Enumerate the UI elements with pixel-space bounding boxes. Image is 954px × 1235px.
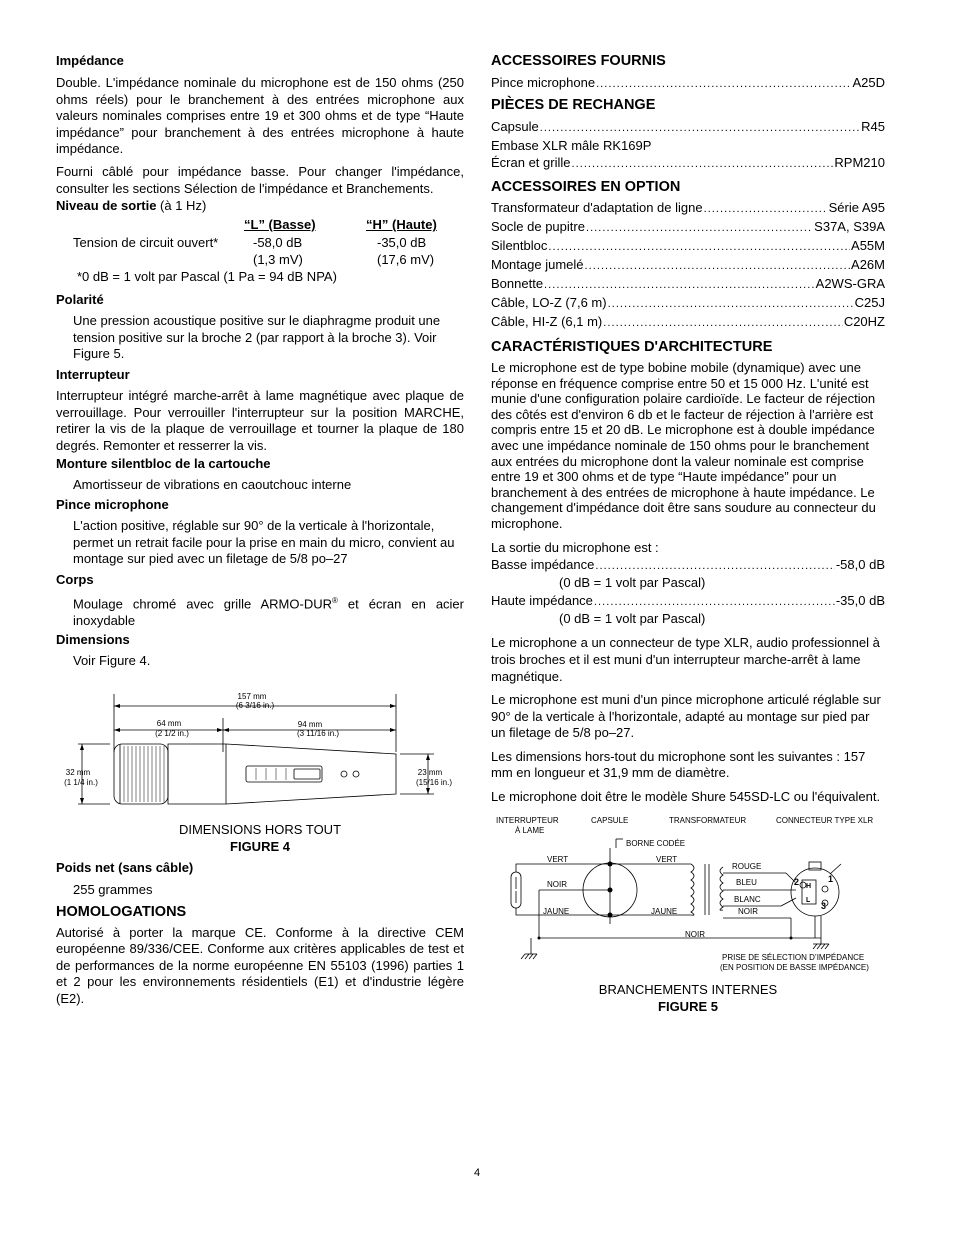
figure-4-caption-block: [56, 821, 464, 855]
registered-mark: ®: [332, 595, 338, 605]
figure-5-wiring-diagram: [491, 812, 901, 978]
selector-l: L: [806, 897, 811, 904]
low-impedance-label: Basse impédance: [491, 557, 595, 573]
body-text-b: et écran en acier inoxydable: [73, 596, 464, 628]
body-text: [56, 593, 464, 630]
optional-item-name: Câble, LO-Z (7,6 m): [491, 295, 607, 310]
homologations-heading: HOMOLOGATIONS: [56, 903, 187, 920]
weight-text: 255 grammes: [73, 882, 153, 897]
label-xlr: CONNECTEUR TYPE XLR: [776, 816, 874, 825]
row-label: Tension de circuit ouvert*: [73, 235, 219, 251]
optional-item-code: A2WS-GRA: [815, 276, 885, 291]
wire-blanc: BLANC: [734, 895, 761, 904]
optional-item: [491, 199, 885, 218]
optional-item: [491, 275, 885, 294]
dim-right-in: (3 11/16 in.): [296, 729, 340, 738]
optional-item-name: Bonnette: [491, 276, 544, 291]
clip-heading: Pince microphone: [56, 496, 169, 512]
xlr-pin-3: 3: [821, 901, 827, 911]
page-number: 4: [473, 1167, 481, 1179]
dim-left-in: (2 1/2 in.): [155, 729, 189, 738]
wire-jaune-left: JAUNE: [543, 907, 570, 916]
optional-item-code: Série A95: [828, 200, 885, 215]
optional-item-name: Transformateur d'adaptation de ligne: [491, 200, 703, 215]
optional-item-name: Câble, HI-Z (6,1 m): [491, 314, 603, 329]
mount-text: Amortisseur de vibrations en caoutchouc interne: [73, 477, 352, 493]
impedance-paragraph-1: Double. L'impédance nominale du microphone est de 150 ohms (250 ohms réels) pour le branchement à des entrées microphone aux valeurs nominales comprises entre 19 et 300 ohms et de type “Haute impédance” pour branchement à des entrées microphone à haute impédance.: [56, 75, 464, 157]
accessories-heading: ACCESSOIRES FOURNIS: [491, 53, 666, 69]
xlr-pin-2: 2: [794, 877, 800, 887]
output-heading-suffix: (à 1 Hz): [156, 198, 207, 214]
label-transformer: TRANSFORMATEUR: [669, 816, 747, 825]
architecture-high-impedance: [491, 592, 885, 611]
switch-text: Interrupteur intégré marche-arrêt à lame magnétique avec plaque de verrouillage. Pour verrouiller l'interrupteur sur la position MARCHE, retirer la vis de la plaque de verrouillage et tourner la plaque de 180 degrés. Remonter et resserrer la vis.: [56, 387, 464, 453]
dim-diam-right-in: (15/16 in.): [415, 778, 453, 787]
high-mv-value: (17,6 mV): [377, 252, 435, 268]
spare-part-capsule: [491, 118, 885, 137]
wire-noir-ground: NOIR: [685, 930, 705, 939]
col-header-low: “L” (Basse): [244, 217, 316, 233]
architecture-paragraph-2: Le microphone a un connecteur de type XLR, audio professionnel à trois broches et il est muni d'un interrupteur marche-arrêt à lame magnétique.: [491, 635, 880, 684]
dim-diam-left-in: (1 1/4 in.): [64, 778, 98, 787]
spare-parts-heading: PIÈCES DE RECHANGE: [491, 97, 656, 113]
body-heading: Corps: [56, 571, 94, 587]
optional-item: [491, 256, 885, 275]
architecture-low-impedance: [491, 556, 885, 575]
output-footnote: *0 dB = 1 volt par Pascal (1 Pa = 94 dB NPA): [77, 269, 337, 285]
col-header-high: “H” (Haute): [366, 217, 437, 233]
wire-jaune-right: JAUNE: [651, 907, 678, 916]
optional-item-name: Socle de pupitre: [491, 219, 585, 234]
optional-item-code: A55M: [851, 238, 885, 253]
switch-heading: Interrupteur: [56, 366, 130, 382]
clip-text: L'action positive, réglable sur 90° de la verticale à l'horizontale, permet un retrait facile pour la prise en main du micro, convient au montage sur pied avec un filetage de 5/8 po–27: [73, 517, 455, 567]
optional-item-code: C25J: [854, 295, 885, 310]
low-mv-value: (1,3 mV): [253, 252, 303, 268]
optional-accessories-list: [491, 199, 885, 332]
dim-diam-right-mm: 23 mm: [417, 768, 443, 777]
architecture-paragraph-5: Le microphone doit être le modèle Shure 545SD-LC ou l'équivalent.: [491, 789, 881, 805]
accessory-name: Pince microphone: [491, 75, 596, 90]
optional-item: [491, 313, 885, 332]
wire-noir-xlr: NOIR: [738, 907, 758, 916]
dim-total-mm: 157 mm: [237, 692, 267, 701]
label-selector-line2: (EN POSITION DE BASSE IMPÉDANCE): [720, 963, 869, 972]
label-coded-terminal: BORNE CODÉE: [626, 839, 686, 848]
high-db-value: -35,0 dB: [377, 235, 427, 251]
output-heading: Niveau de sortie: [56, 198, 157, 214]
architecture-paragraph-3: Le microphone est muni d'un pince microphone articulé réglable sur 90° de la verticale à l'horizontale, adapté au montage sur pied par un filetage de 5/8 po–27.: [491, 692, 881, 741]
architecture-heading: CARACTÉRISTIQUES D'ARCHITECTURE: [491, 339, 773, 355]
figure-5-label: FIGURE 5: [658, 999, 718, 1014]
figure-5-caption-block: [491, 981, 885, 1015]
optional-item-name: Silentbloc: [491, 238, 548, 253]
impedance-paragraph-2: Fourni câblé pour impédance basse. Pour changer l'impédance, consulter les sections Sélection de l'impédance et Branchements.: [56, 163, 464, 196]
wire-vert-left: VERT: [547, 855, 569, 864]
body-text-a: Moulage chromé avec grille ARMO-DUR: [73, 596, 332, 612]
wire-vert-right: VERT: [656, 855, 678, 864]
figure-4-label: FIGURE 4: [230, 839, 290, 854]
label-selector-line1: PRISE DE SÉLECTION D’IMPÉDANCE: [722, 953, 865, 962]
high-impedance-note: (0 dB = 1 volt par Pascal): [559, 610, 706, 626]
spare-part-code: RPM210: [834, 155, 885, 170]
optional-item-name: Montage jumelé: [491, 257, 584, 272]
label-switch-line2: À LAME: [515, 826, 545, 835]
left-column-bottom: [56, 860, 464, 1008]
dimensions-text: Voir Figure 4.: [73, 653, 151, 669]
optional-accessories-heading: ACCESSOIRES EN OPTION: [491, 179, 681, 195]
wire-rouge: ROUGE: [732, 862, 762, 871]
low-db-value: -58,0 dB: [253, 235, 303, 251]
output-table: [56, 217, 464, 287]
high-impedance-value: -35,0 dB: [835, 592, 885, 608]
spare-part-name: Capsule: [491, 119, 539, 134]
optional-item-code: C20HZ: [843, 314, 885, 329]
figure-4-caption: DIMENSIONS HORS TOUT: [178, 822, 342, 837]
left-column: [56, 52, 464, 670]
low-impedance-value: -58,0 dB: [835, 557, 885, 573]
impedance-heading: Impédance: [56, 53, 124, 68]
label-switch-line1: INTERRUPTEUR: [496, 816, 559, 825]
figure-5-caption: BRANCHEMENTS INTERNES: [598, 982, 778, 997]
figure-4-drawing: [56, 686, 466, 816]
accessory-item: [491, 74, 885, 93]
selector-h: H: [806, 883, 812, 890]
polarity-text: Une pression acoustique positive sur le diaphragme produit une tension positive sur la broche 2 (par rapport à la broche 3). Voir Figure 5.: [73, 313, 441, 362]
wire-bleu: BLEU: [736, 878, 757, 887]
output-heading-line: [56, 197, 464, 214]
dim-left-mm: 64 mm: [156, 719, 182, 728]
spare-part-code: R45: [861, 119, 885, 134]
spare-part-xlr: [491, 137, 885, 154]
architecture-output-intro: La sortie du microphone est :: [491, 539, 659, 555]
spare-part-xlr-text: Embase XLR mâle RK169P: [491, 138, 652, 153]
mount-heading: Monture silentbloc de la cartouche: [56, 456, 271, 472]
weight-heading: Poids net (sans câble): [56, 860, 194, 875]
high-impedance-label: Haute impédance: [491, 592, 593, 608]
label-capsule: CAPSULE: [591, 816, 629, 825]
optional-item-code: S37A, S39A: [814, 219, 885, 234]
dim-diam-left-mm: 32 mm: [65, 768, 91, 777]
dim-total-in: (6 3/16 in.): [235, 701, 275, 710]
architecture-paragraph-4: Les dimensions hors-tout du microphone sont les suivantes : 157 mm en longueur et 31,9 mm de diamètre.: [491, 748, 866, 781]
optional-item: [491, 237, 885, 256]
low-impedance-note: (0 dB = 1 volt par Pascal): [559, 575, 706, 591]
polarity-heading: Polarité: [56, 292, 104, 308]
spare-part-screen: [491, 154, 885, 173]
wire-noir-left: NOIR: [547, 880, 567, 889]
homologations-text: Autorisé à porter la marque CE. Conforme à la directive CEM européenne 89/336/CEE. Conforme aux critères applicables de test et de performances de la norme européenne EN 55103 (1996) parties 1 et 2 pour les environnements résidentiels (E1) et d'industrie légère (E2).: [56, 924, 464, 1006]
optional-item: [491, 294, 885, 313]
dimensions-heading: Dimensions: [56, 632, 130, 648]
right-column: [491, 52, 885, 806]
accessory-code: A25D: [852, 75, 885, 90]
dim-right-mm: 94 mm: [297, 720, 323, 729]
architecture-paragraph-1: Le microphone est de type bobine mobile (dynamique) avec une réponse en fréquence comprise entre 50 et 15 000 Hz. L'unité est munie d'une configuration polaire cardioïde. Le facteur de réjection des côtés est d'environ 6 db et le facteur de réjection à l'arrière est compris entre 15 et 20 dB. Le microphone est à double impédance avec une impédance nominale de 150 ohms pour le branchement aux entrées du microphone dont la valeur nominale est comprise entre 19 et 300 ohms et de type “Haute impédance” pour un branchement à des entrées de microphone à haute impédance. Le changement d'impédance doit être sans soudure au connecteur du microphone.: [491, 360, 876, 531]
optional-item: [491, 218, 885, 237]
optional-item-code: A26M: [851, 257, 885, 272]
xlr-pin-1: 1: [828, 874, 834, 884]
spare-part-name: Écran et grille: [491, 155, 571, 170]
